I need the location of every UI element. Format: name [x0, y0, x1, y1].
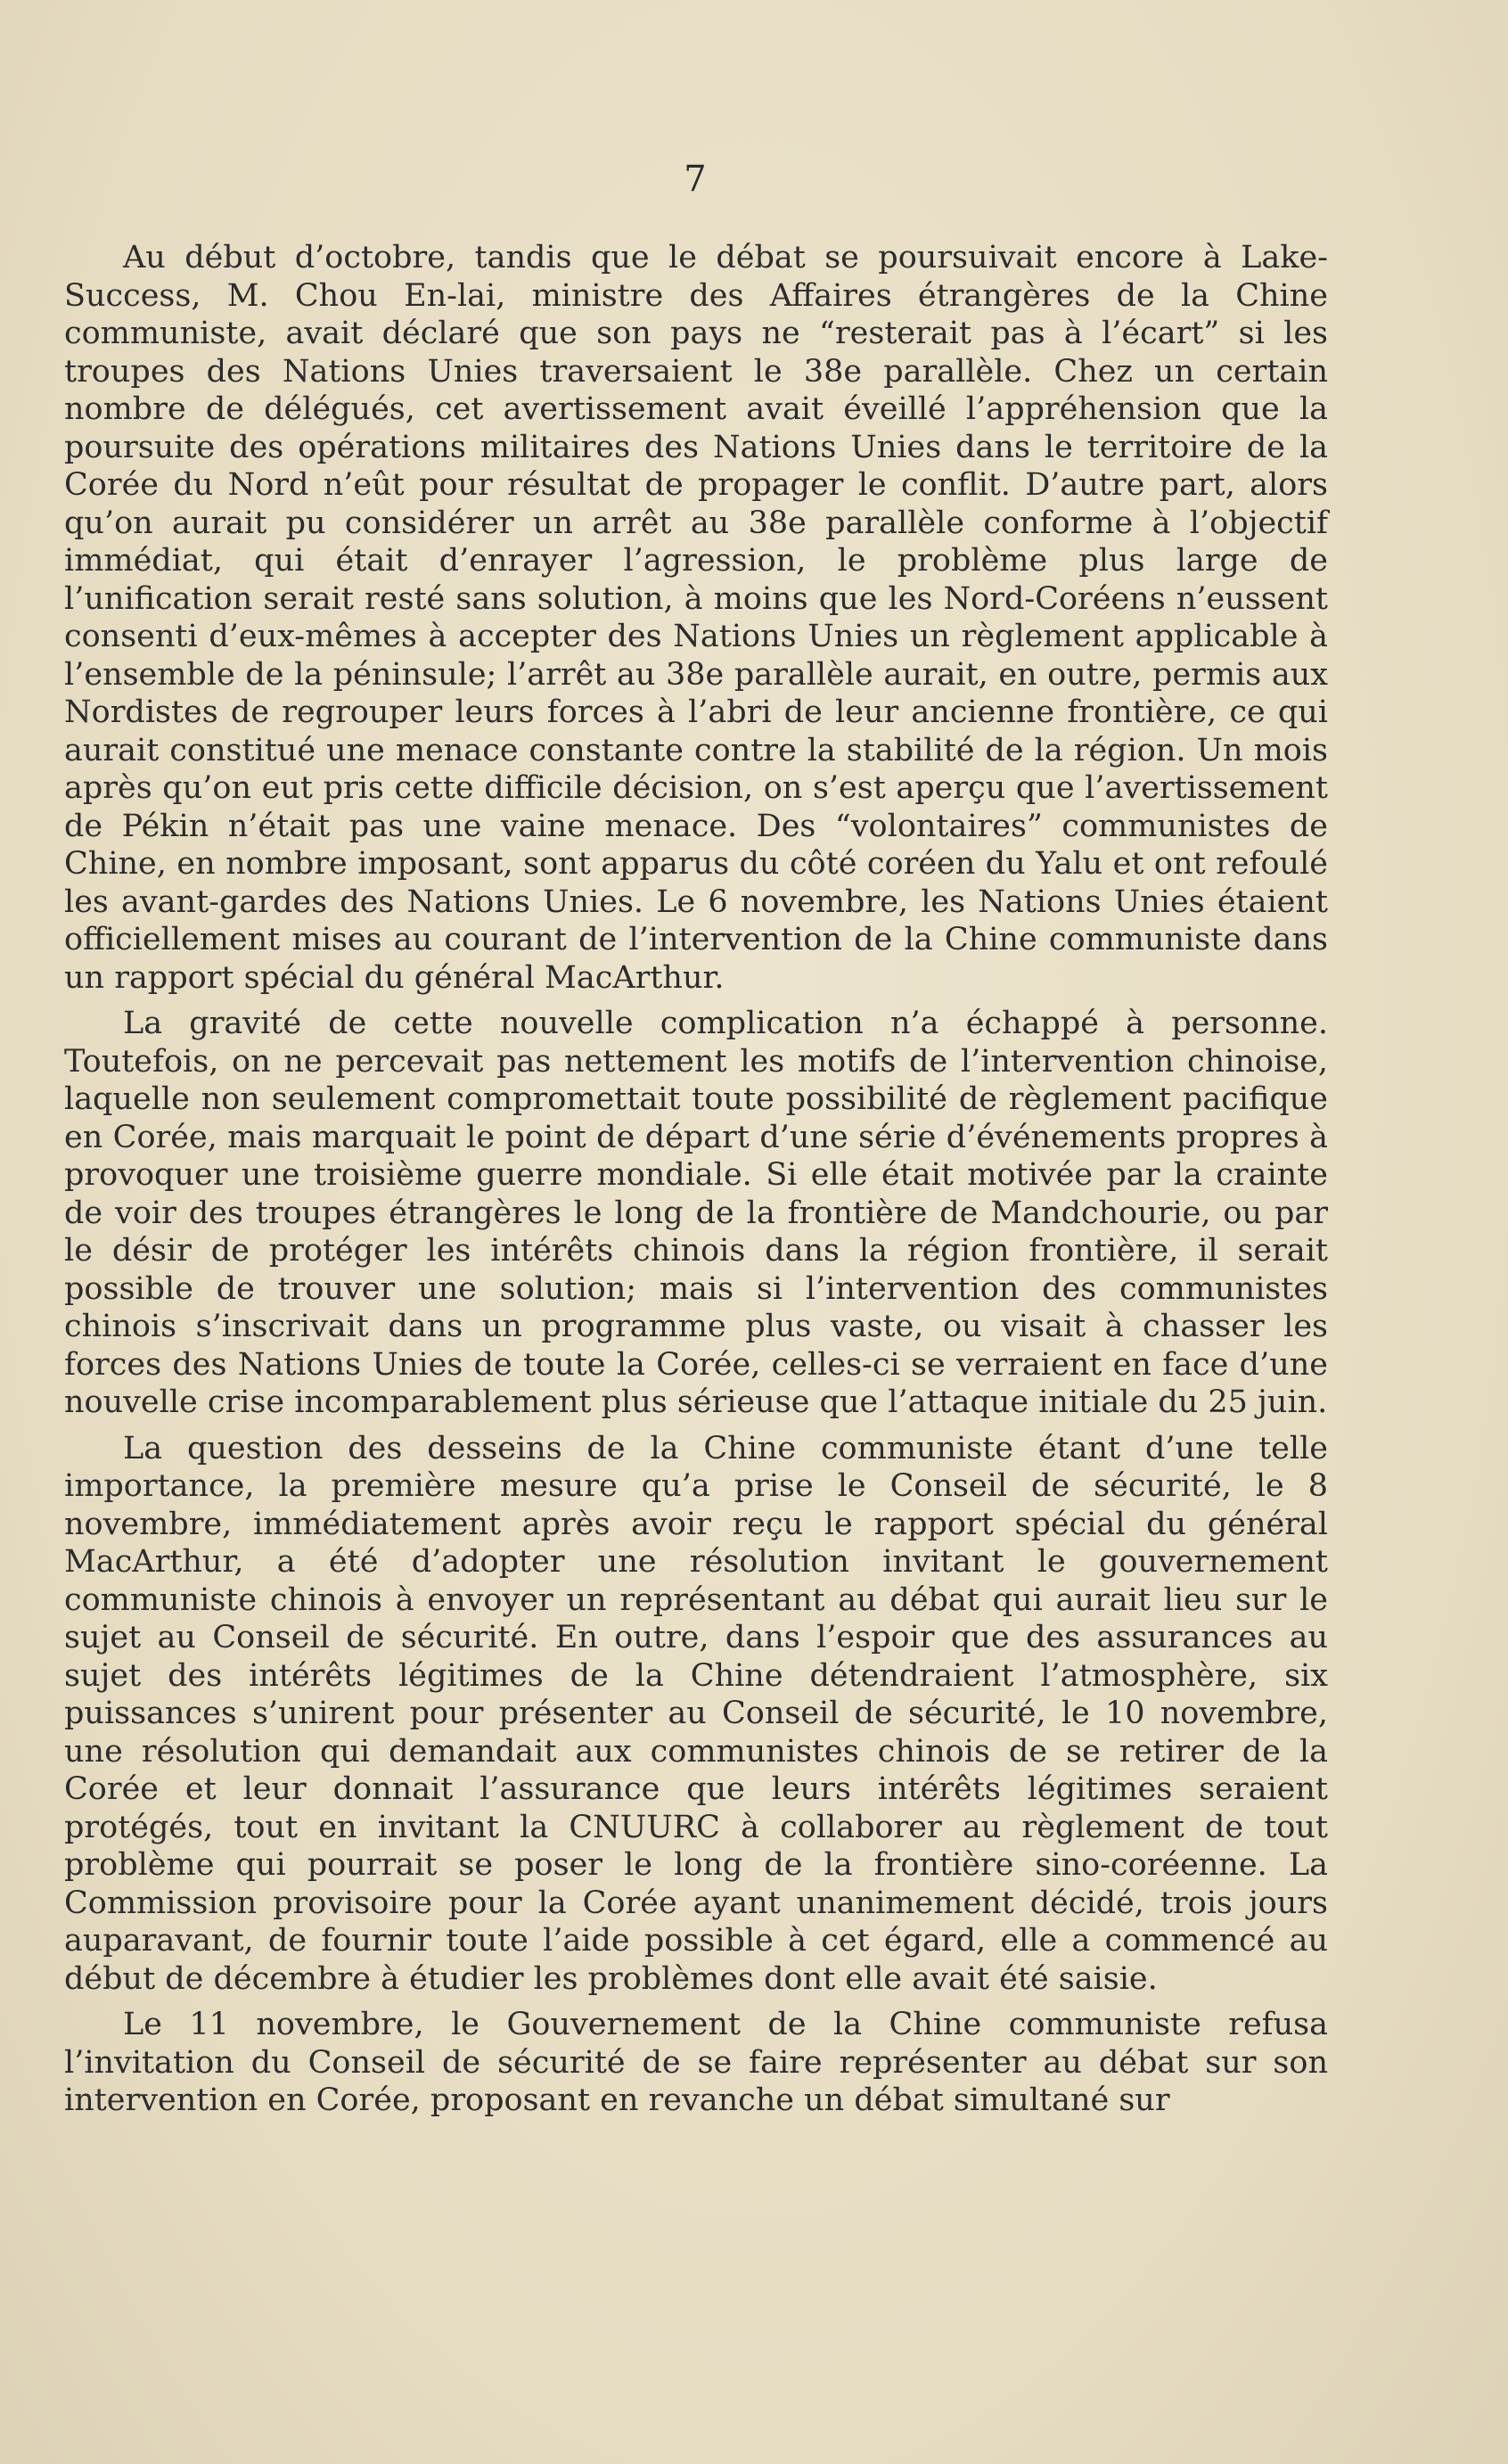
paragraph: La question des desseins de la Chine communiste étant d’une telle importance, la première mesure qu’a prise le Conseil de sécurité, le 8 novembre, immédiatement après avoir reçu le rapport spécial du général MacArthur, a été d’adopter une résolution invitant le gouvernement communiste chinois à envoyer un représentant au débat qui aurait lieu sur le sujet au Conseil de sécurité. En outre, dans l’espoir que des assurances au sujet des intérêts légitimes de la Chine détendraient l’atmosphère, six puissances s’unirent pour présenter au Conseil de sécurité, le 10 novembre, une résolution qui demandait aux communistes chinois de se retirer de la Corée et leur donnait l’assurance que leurs intérêts légitimes seraient protégés, tout en invitant la CNUURC à collaborer au règlement de tout problème qui pourrait se poser le long de la frontière sino-coréenne. La Commission provisoire pour la Corée ayant unanimement décidé, trois jours auparavant, de fournir toute l’aide possible à cet égard, elle a commencé au début de décembre à étudier les problèmes dont elle avait été saisie.: [64, 1430, 1328, 1997]
body-text: [64, 239, 1328, 2128]
paragraph: Le 11 novembre, le Gouvernement de la Chine communiste refusa l’invitation du Conseil de sécurité de se faire représenter au débat sur son intervention en Corée, proposant en revanche un débat simultané sur: [64, 2007, 1328, 2118]
paragraph: La gravité de cette nouvelle complication n’a échappé à personne. Toutefois, on ne percevait pas nettement les motifs de l’intervention chinoise, laquelle non seulement compromettait toute possibilité de règlement pacifique en Corée, mais marquait le point de départ d’une série d’événements propres à provoquer une troisième guerre mondiale. Si elle était motivée par la crainte de voir des troupes étrangères le long de la frontière de Mandchourie, ou par le désir de protéger les intérêts chinois dans la région frontière, il serait possible de trouver une solution; mais si l’intervention des communistes chinois s’inscrivait dans un programme plus vaste, ou visait à chasser les forces des Nations Unies de toute la Corée, celles-ci se verraient en face d’une nouvelle crise incomparablement plus sérieuse que l’attaque initiale du 25 juin.: [64, 1006, 1328, 1420]
page-number: 7: [684, 159, 707, 200]
paragraph: Au début d’octobre, tandis que le débat se poursuivait encore à Lake-Success, M. Chou En-lai, ministre des Affaires étrangères de la Chine communiste, avait déclaré que son pays ne “resterait pas à l’écart” si les troupes des Nations Unies traversaient le 38e parallèle. Chez un certain nombre de délégués, cet avertissement avait éveillé l’appréhension que la poursuite des opérations militaires des Nations Unies dans le territoire de la Corée du Nord n’eût pour résultat de propager le conflit. D’autre part, alors qu’on aurait pu considérer un arrêt au 38e parallèle conforme à l’objectif immédiat, qui était d’enrayer l’agression, le problème plus large de l’unification serait resté sans solution, à moins que les Nord-Coréens n’eussent consenti d’eux-mêmes à accepter des Nations Unies un règlement applicable à l’ensemble de la péninsule; l’arrêt au 38e parallèle aurait, en outre, permis aux Nordistes de regrouper leurs forces à l’abri de leur ancienne frontière, ce qui aurait constitué une menace constante contre la stabilité de la région. Un mois après qu’on eut pris cette difficile décision, on s’est aperçu que l’avertissement de Pékin n’était pas une vaine menace. Des “volontaires” communistes de Chine, en nombre imposant, sont apparus du côté coréen du Yalu et ont refoulé les avant-gardes des Nations Unies. Le 6 novembre, les Nations Unies étaient officiellement mises au courant de l’intervention de la Chine communiste dans un rapport spécial du général MacArthur.: [64, 240, 1328, 996]
